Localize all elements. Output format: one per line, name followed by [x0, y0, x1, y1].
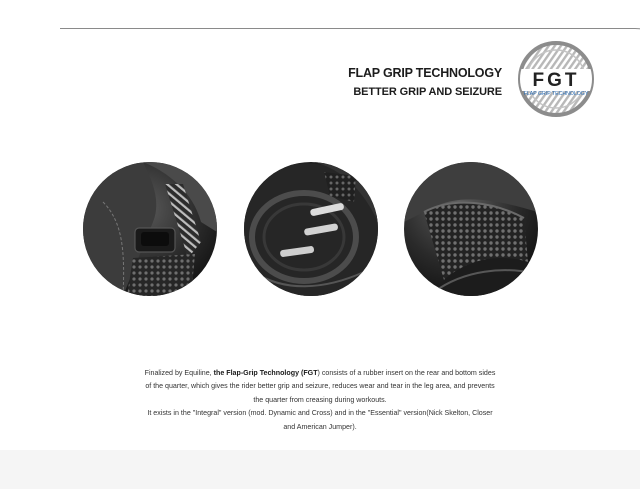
description-line5: and American Jumper). — [283, 422, 357, 431]
description — [98, 367, 542, 434]
photo-textured-rubber — [404, 162, 538, 296]
description-line1-bold: the Flap-Grip Technology (FGT — [213, 369, 318, 377]
photo-rear-insert — [83, 162, 217, 296]
description-line3: the quarter from creasing during workouts. — [253, 395, 387, 404]
header — [348, 66, 502, 99]
fgt-logo — [514, 41, 598, 117]
page-subtitle: BETTER GRIP AND SEIZURE — [353, 86, 502, 98]
logo-caption: FLAP GRIP TECHNOLOGY — [523, 91, 589, 97]
description-line1-b: ) consists of a rubber insert on the rear and bottom sides — [317, 369, 496, 377]
description-line4: It exists in the "Integral" version (mod. Dynamic and Cross) and in the "Essential" version(Nick Skelton, Closer — [147, 409, 493, 418]
logo-letters: FGT — [532, 70, 580, 91]
page-title: FLAP GRIP TECHNOLOGY — [348, 66, 502, 80]
photo-flap-grip-ribs — [244, 162, 378, 296]
description-line2: of the quarter, which gives the rider better grip and seizure, reduces wear and tear in the leg area, and prevents — [145, 382, 495, 391]
description-line1-a: Finalized by Equiline, — [144, 369, 214, 377]
